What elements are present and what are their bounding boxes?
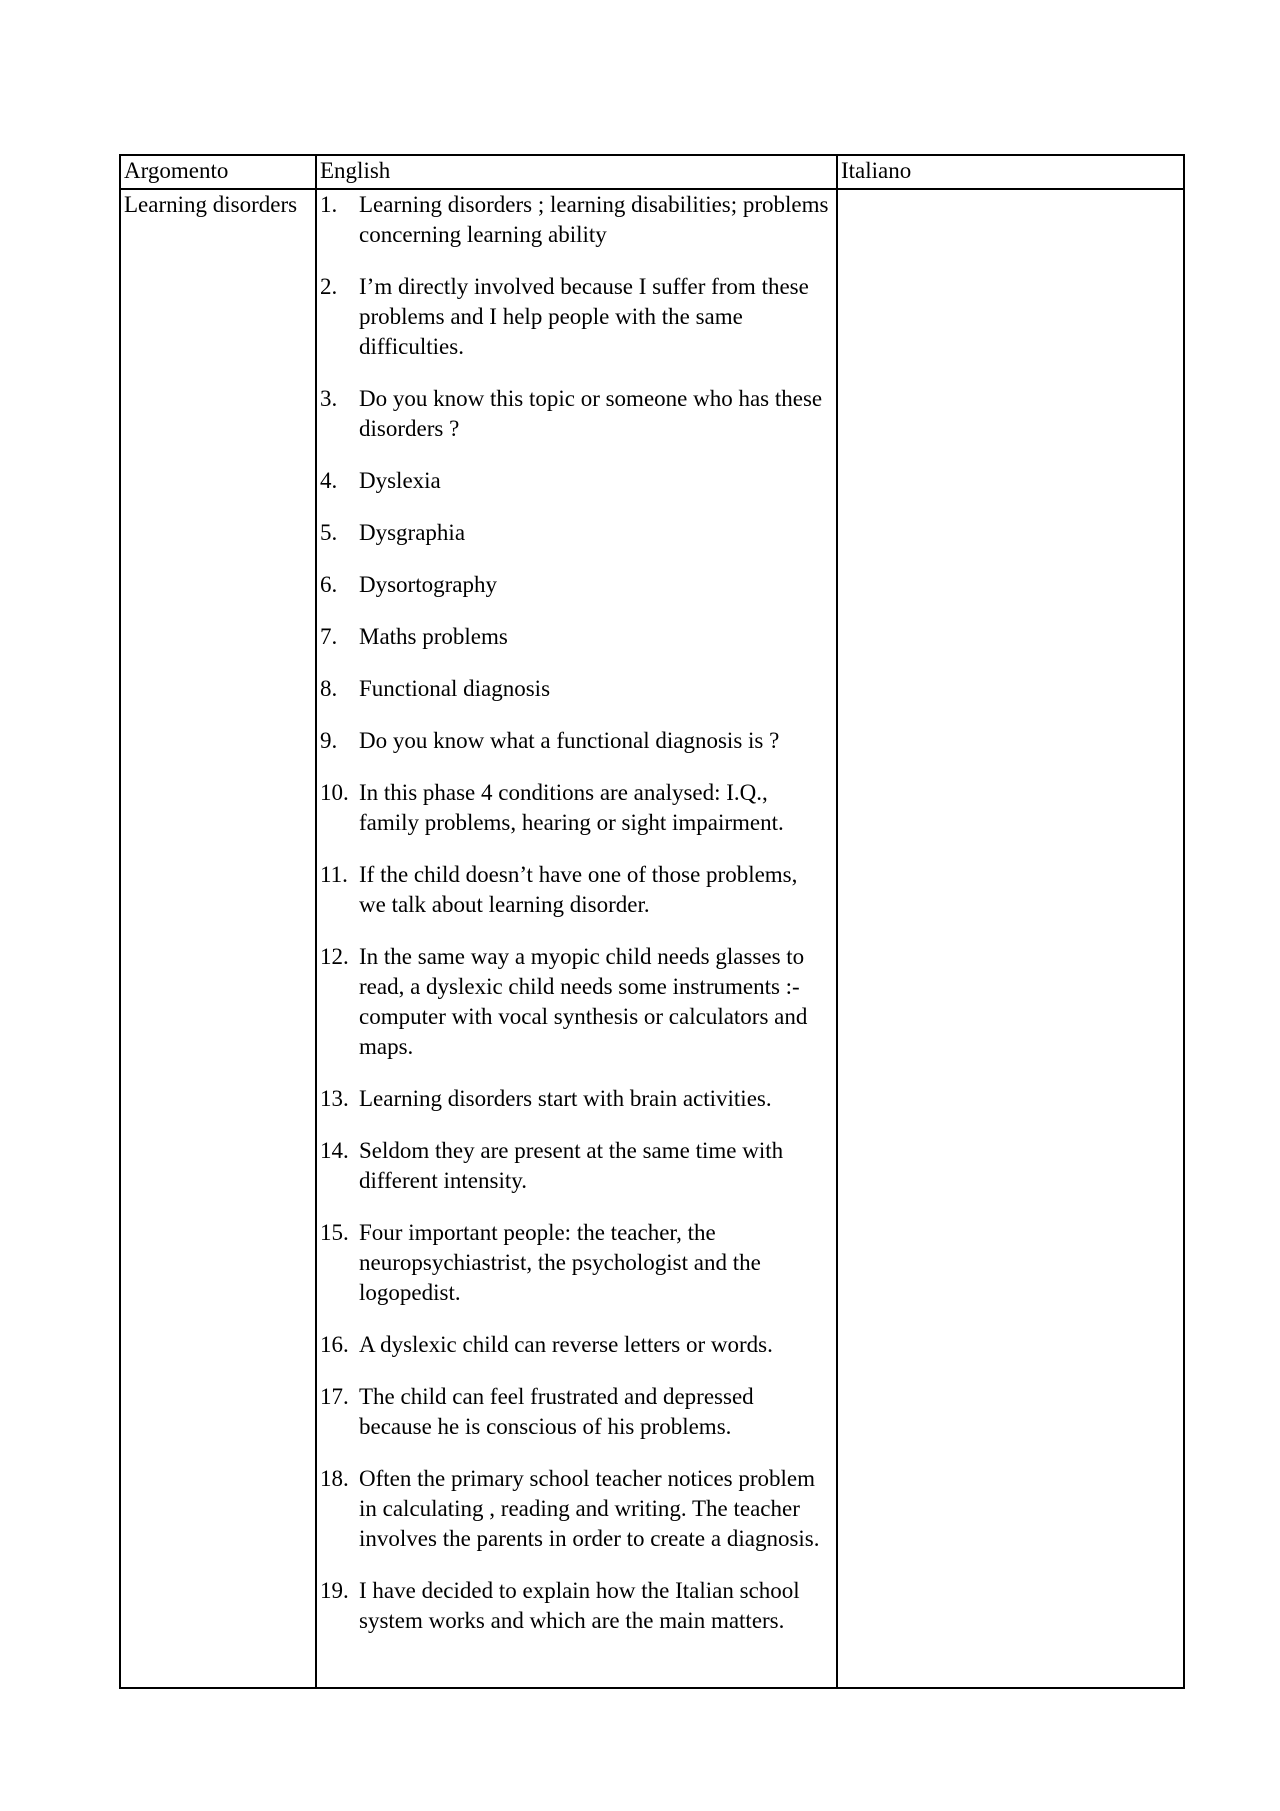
list-item [320,570,833,600]
italiano-cell [837,189,1184,1688]
english-cell [316,189,837,1688]
list-item-number: 14. [320,1138,349,1163]
list-item-text: Do you know this topic or someone who has these disorders ? [359,386,823,441]
list-item-number: 4. [320,468,338,493]
list-item-number: 8. [320,676,338,701]
list-item-text: Maths problems [359,624,508,649]
list-item [320,518,833,548]
list-item [320,1136,833,1196]
header-english: English [316,155,837,189]
list-item-text: Learning disorders ; learning disabilities; problems concerning learning ability [359,192,829,247]
list-item [320,272,833,362]
list-item [320,1382,833,1442]
list-item-text: Learning disorders start with brain activities. [359,1086,772,1111]
list-item-text: Dyslexia [359,468,441,493]
list-item [320,1218,833,1308]
list-item [320,1330,833,1360]
list-item-number: 11. [320,862,348,887]
header-argomento: Argomento [120,155,316,189]
list-item-number: 16. [320,1332,349,1357]
list-item-text: Dysortography [359,572,497,597]
list-item-text: In this phase 4 conditions are analysed: I.Q., family problems, hearing or sight impairment. [359,780,784,835]
list-item [320,466,833,496]
list-item [320,1464,833,1554]
english-items-list [320,190,833,1636]
list-item [320,1084,833,1114]
list-item-text: Seldom they are present at the same time with different intensity. [359,1138,784,1193]
list-item-number: 17. [320,1384,349,1409]
table-header-row [120,155,1184,189]
list-item-text: Four important people: the teacher, the neuropsychiastrist, the psychologist and the logopedist. [359,1220,761,1305]
list-item [320,1576,833,1636]
list-item-text: Often the primary school teacher notices problem in calculating , reading and writing. The teacher involves the parents in order to create a diagnosis. [359,1466,820,1551]
list-item [320,190,833,250]
list-item [320,726,833,756]
list-item-text: Dysgraphia [359,520,466,545]
glossary-table [119,154,1185,1689]
list-item-number: 18. [320,1466,349,1491]
list-item-text: If the child doesn’t have one of those problems, we talk about learning disorder. [359,862,798,917]
list-item-text: I have decided to explain how the Italian school system works and which are the main matters. [359,1578,800,1633]
list-item [320,942,833,1062]
list-item-text: I’m directly involved because I suffer from these problems and I help people with the same difficulties. [359,274,809,359]
list-item-text: The child can feel frustrated and depressed because he is conscious of his problems. [359,1384,754,1439]
list-item-number: 2. [320,274,338,299]
table-row [120,189,1184,1688]
list-item-number: 12. [320,944,349,969]
list-item-text: A dyslexic child can reverse letters or words. [359,1332,773,1357]
list-item-text: Functional diagnosis [359,676,551,701]
list-item-number: 6. [320,572,338,597]
header-italiano: Italiano [837,155,1184,189]
list-item-number: 19. [320,1578,349,1603]
list-item [320,384,833,444]
list-item [320,674,833,704]
list-item-text: Do you know what a functional diagnosis is ? [359,728,780,753]
list-item [320,860,833,920]
list-item-number: 7. [320,624,338,649]
list-item-text: In the same way a myopic child needs glasses to read, a dyslexic child needs some instruments :- computer with vocal synthesis or calculators and maps. [359,944,808,1059]
list-item-number: 10. [320,780,349,805]
list-item [320,778,833,838]
list-item-number: 9. [320,728,338,753]
list-item-number: 5. [320,520,338,545]
list-item [320,622,833,652]
topic-cell: Learning disorders [120,189,316,1688]
list-item-number: 13. [320,1086,349,1111]
list-item-number: 1. [320,192,338,217]
list-item-number: 15. [320,1220,349,1245]
list-item-number: 3. [320,386,338,411]
